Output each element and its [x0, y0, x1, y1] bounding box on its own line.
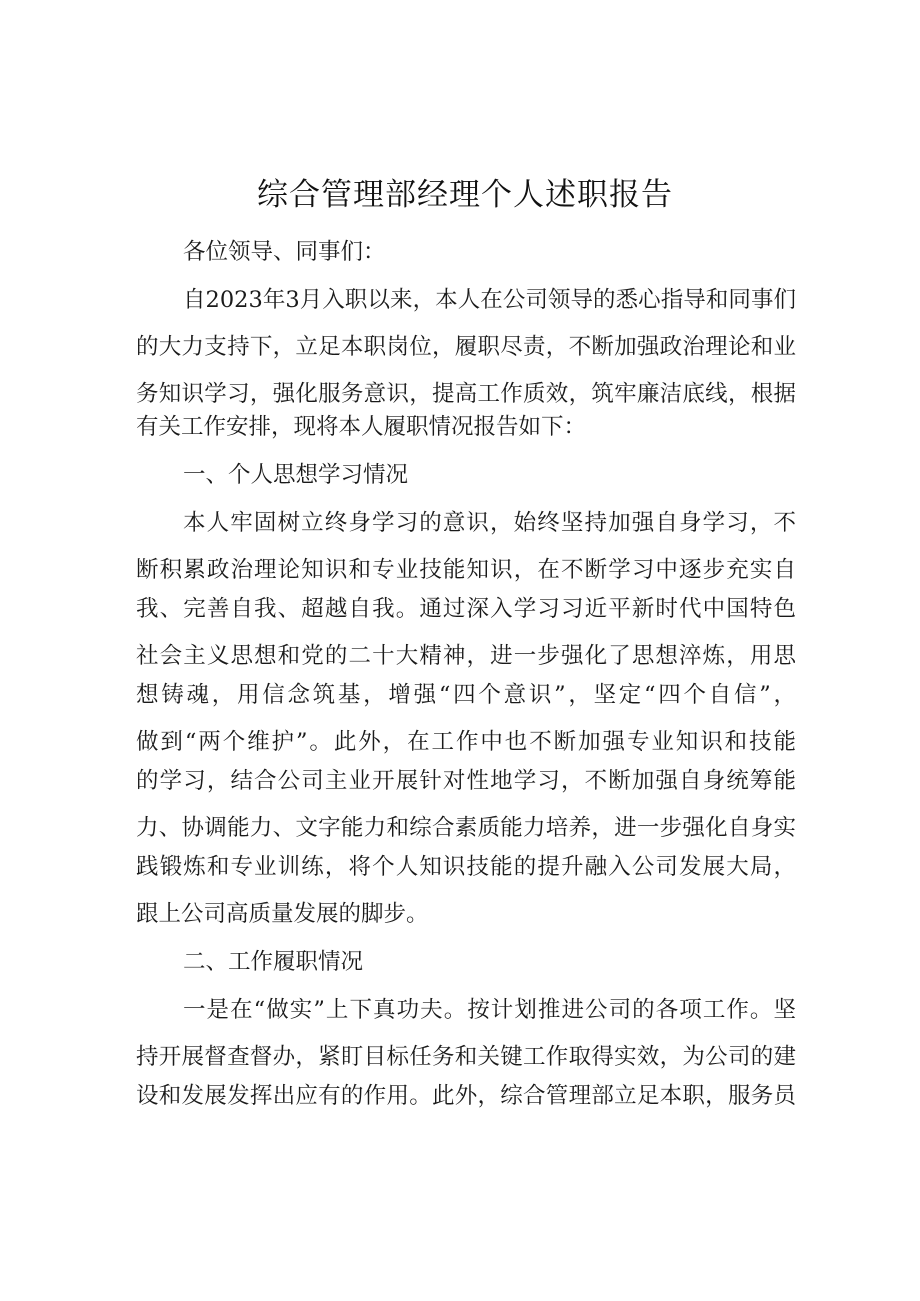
section1-line: 社会主义思想和党的二十大精神，进一步强化了思想淬炼，用思 — [136, 643, 796, 669]
section1-line: 做到“两个维护”。此外，在工作中也不断加强专业知识和技能 — [136, 729, 796, 755]
section1-line: 断积累政治理论知识和专业技能知识，在不断学习中逐步充实自 — [136, 557, 796, 583]
section2-line: 持开展督查督办，紧盯目标任务和关键工作取得实效，为公司的建 — [136, 1044, 796, 1070]
section1-line: 践锻炼和专业训练，将个人知识技能的提升融入公司发展大局， — [136, 854, 796, 880]
intro-line: 的大力支持下，立足本职岗位，履职尽责，不断加强政治理论和业 — [136, 334, 796, 360]
section1-line: 的学习，结合公司主业开展针对性地学习，不断加强自身统筹能 — [136, 768, 796, 794]
section1-heading: 一、个人思想学习情况 — [183, 462, 409, 488]
section2-line: 一是在“做实”上下真功夫。按计划推进公司的各项工作。坚 — [183, 997, 796, 1023]
document-title: 综合管理部经理个人述职报告 — [257, 177, 673, 213]
section1-line: 我、完善自我、超越自我。通过深入学习习近平新时代中国特色 — [136, 596, 796, 622]
section2-line: 设和发展发挥出应有的作用。此外，综合管理部立足本职，服务员 — [136, 1083, 796, 1109]
intro-line: 自2023年3月入职以来，本人在公司领导的悉心指导和同事们 — [183, 287, 796, 313]
section1-line: 想铸魂，用信念筑基，增强“四个意识”，坚定“四个自信”， — [136, 682, 796, 708]
salutation: 各位领导、同事们： — [183, 239, 386, 265]
section1-line: 本人牢固树立终身学习的意识，始终坚持加强自身学习，不 — [183, 510, 796, 536]
intro-line: 有关工作安排，现将本人履职情况报告如下： — [136, 414, 587, 440]
section2-heading: 二、工作履职情况 — [183, 949, 364, 975]
section1-line: 力、协调能力、文字能力和综合素质能力培养，进一步强化自身实 — [136, 815, 796, 841]
intro-line: 务知识学习，强化服务意识，提高工作质效，筑牢廉洁底线，根据 — [136, 381, 796, 407]
section1-line: 跟上公司高质量发展的脚步。 — [136, 901, 429, 927]
